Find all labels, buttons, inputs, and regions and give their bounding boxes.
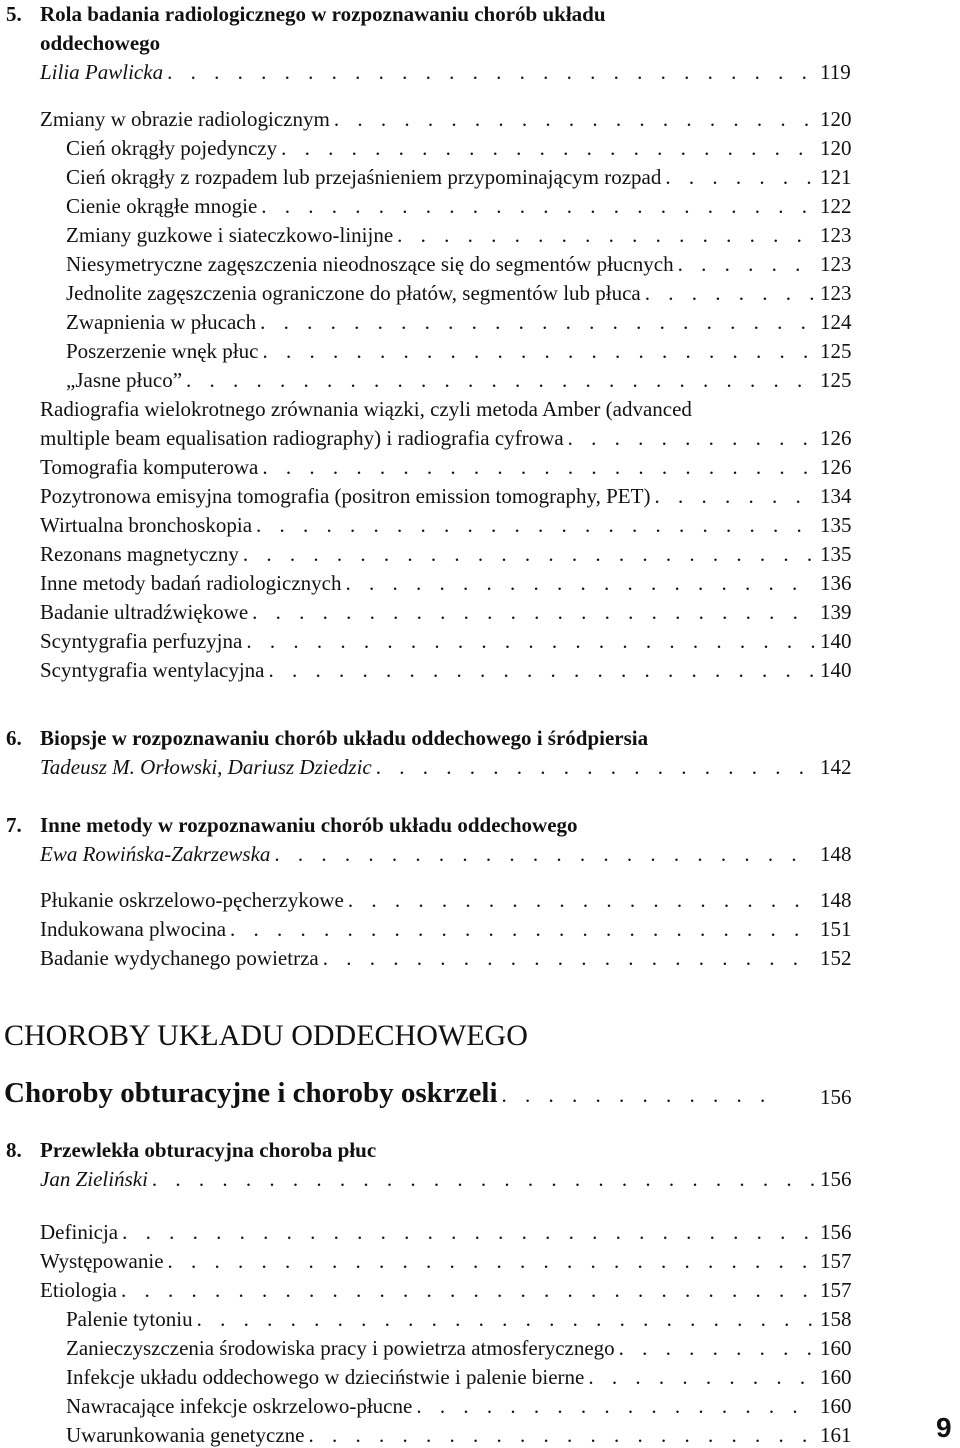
entry-text: Poszerzenie wnęk płuc xyxy=(66,339,259,363)
entry-text: Cień okrągły pojedynczy xyxy=(66,136,278,160)
page-ref: 121 xyxy=(820,165,852,189)
entry-text: Etiologia xyxy=(40,1278,117,1302)
dot-leader xyxy=(242,628,816,654)
entry-text: Radiografia wielokrotnego zrównania wiązki, czyli metoda Amber (advanced xyxy=(40,397,692,421)
dot-leader xyxy=(148,1166,816,1192)
entry-text: multiple beam equalisation radiography) i radiografia cyfrowa xyxy=(40,426,564,450)
page-ref: 152 xyxy=(820,946,852,970)
dot-leader xyxy=(372,754,816,780)
chapter-number: 6. xyxy=(6,726,22,750)
page-ref: 156 xyxy=(820,1220,852,1244)
page-ref: 119 xyxy=(820,60,851,84)
page-ref: 136 xyxy=(820,571,852,595)
chapter-title: Rola badania radiologicznego w rozpoznawaniu chorób układu xyxy=(40,2,606,26)
chapter-number: 5. xyxy=(6,2,22,26)
page-ref: 125 xyxy=(820,368,852,392)
dot-leader xyxy=(615,1335,816,1361)
page-ref: 125 xyxy=(820,339,852,363)
dot-leader xyxy=(584,1364,816,1390)
chapter-title: Biopsje w rozpoznawaniu chorób układu oddechowego i śródpiersia xyxy=(40,726,649,750)
dot-leader xyxy=(341,570,816,596)
dot-leader xyxy=(412,1393,816,1419)
dot-leader xyxy=(118,1219,816,1245)
section-entry[interactable] xyxy=(0,1077,960,1117)
entry-text: Zanieczyszczenia środowiska pracy i powietrza atmosferycznego xyxy=(66,1336,615,1360)
page-ref: 156 xyxy=(820,1167,852,1191)
entry-text: Cienie okrągłe mnogie xyxy=(66,194,258,218)
dot-leader xyxy=(193,1306,816,1332)
chapter-number: 8. xyxy=(6,1138,22,1162)
dot-leader xyxy=(182,367,816,393)
entry-text: Rezonans magnetyczny xyxy=(40,542,239,566)
dot-leader xyxy=(248,599,816,625)
author-name: Tadeusz M. Orłowski, Dariusz Dziedzic xyxy=(40,755,372,779)
page-ref: 126 xyxy=(820,426,852,450)
dot-leader xyxy=(256,309,816,335)
dot-leader xyxy=(330,106,816,132)
dot-leader xyxy=(265,657,817,683)
entry-text: Badanie ultradźwiękowe xyxy=(40,600,249,624)
chapter-title: Przewlekła obturacyjna choroba płuc xyxy=(40,1138,377,1162)
page-ref: 123 xyxy=(820,252,852,276)
page-ref: 123 xyxy=(820,223,852,247)
page-ref: 160 xyxy=(820,1394,852,1418)
dot-leader xyxy=(344,887,816,913)
section-title: Choroby obturacyjne i choroby oskrzeli xyxy=(4,1077,498,1109)
dot-leader xyxy=(163,59,816,85)
page-ref: 123 xyxy=(820,281,852,305)
entry-text: Jednolite zagęszczenia ograniczone do płatów, segmentów lub płuca xyxy=(66,281,641,305)
entry-text: Zmiany w obrazie radiologicznym xyxy=(40,107,330,131)
part-title: CHOROBY UKŁADU ODDECHOWEGO xyxy=(4,1019,528,1052)
chapter-title-continued: oddechowego xyxy=(40,31,161,55)
author-name: Ewa Rowińska-Zakrzewska xyxy=(40,842,271,866)
entry-text: „Jasne płuco” xyxy=(66,368,183,392)
entry-text: Scyntygrafia perfuzyjna xyxy=(40,629,243,653)
entry-text: Występowanie xyxy=(40,1249,164,1273)
page-ref: 157 xyxy=(820,1249,852,1273)
page-ref: 148 xyxy=(820,842,852,866)
page-ref: 148 xyxy=(820,888,852,912)
entry-text: Uwarunkowania genetyczne xyxy=(66,1423,305,1447)
entry-text: Infekcje układu oddechowego w dzieciństwie i palenie bierne xyxy=(66,1365,585,1389)
page-ref: 140 xyxy=(820,629,852,653)
dot-leader xyxy=(674,251,816,277)
entry-text: Definicja xyxy=(40,1220,119,1244)
page-ref: 160 xyxy=(820,1365,852,1389)
page-ref: 135 xyxy=(820,513,852,537)
entry-text: Scyntygrafia wentylacyjna xyxy=(40,658,265,682)
entry-text: Płukanie oskrzelowo-pęcherzykowe xyxy=(40,888,344,912)
author-name: Lilia Pawlicka xyxy=(40,60,164,84)
entry-text: Inne metody badań radiologicznych xyxy=(40,571,342,595)
entry-text: Pozytronowa emisyjna tomografia (positron emission tomography, PET) xyxy=(40,484,651,508)
page-ref: 140 xyxy=(820,658,852,682)
page-ref: 120 xyxy=(820,136,852,160)
dot-leader xyxy=(258,454,816,480)
page-ref: 122 xyxy=(820,194,852,218)
dot-leader xyxy=(650,483,816,509)
page-ref: 157 xyxy=(820,1278,852,1302)
page-ref: 135 xyxy=(820,542,852,566)
chapter-number: 7. xyxy=(6,813,22,837)
dot-leader xyxy=(641,280,816,306)
chapter-title: Inne metody w rozpoznawaniu chorób układu oddechowego xyxy=(40,813,578,837)
page-ref: 161 xyxy=(820,1423,852,1447)
page-ref: 124 xyxy=(820,310,852,334)
entry-text: Palenie tytoniu xyxy=(66,1307,193,1331)
dot-leader xyxy=(304,1422,816,1448)
page-ref: 134 xyxy=(820,484,852,508)
dot-leader xyxy=(319,945,816,971)
dot-leader xyxy=(257,193,816,219)
entry-text: Indukowana plwocina xyxy=(40,917,227,941)
entry-text: Nawracające infekcje oskrzelowo-płucne xyxy=(66,1394,413,1418)
entry-text: Badanie wydychanego powietrza xyxy=(40,946,319,970)
author-name: Jan Zieliński xyxy=(40,1167,148,1191)
dot-leader xyxy=(239,541,816,567)
page-ref: 160 xyxy=(820,1336,852,1360)
dot-leader xyxy=(277,135,816,161)
page-ref: 151 xyxy=(820,917,852,941)
dot-leader xyxy=(393,222,816,248)
page-ref: 126 xyxy=(820,455,852,479)
dot-leader xyxy=(117,1277,816,1303)
dot-leader xyxy=(270,841,816,867)
entry-text: Zwapnienia w płucach xyxy=(66,310,257,334)
dot-leader xyxy=(661,164,816,190)
dot-leader xyxy=(226,916,816,942)
entry-text: Cień okrągły z rozpadem lub przejaśnieniem przypominającym rozpad xyxy=(66,165,662,189)
page-number: 9 xyxy=(936,1412,952,1443)
dot-leader xyxy=(258,338,816,364)
entry-text: Zmiany guzkowe i siateczkowo-linijne xyxy=(66,223,394,247)
dot-leader xyxy=(498,1083,780,1108)
dot-leader xyxy=(564,425,816,451)
entry-text: Niesymetryczne zagęszczenia nieodnoszące się do segmentów płucnych xyxy=(66,252,674,276)
page-ref: 142 xyxy=(820,755,852,779)
page-ref: 139 xyxy=(820,600,852,624)
page-ref: 120 xyxy=(820,107,852,131)
entry-text: Tomografia komputerowa xyxy=(40,455,259,479)
page-ref: 158 xyxy=(820,1307,852,1331)
dot-leader xyxy=(164,1248,816,1274)
entry-text: Wirtualna bronchoskopia xyxy=(40,513,253,537)
dot-leader xyxy=(252,512,816,538)
page-ref: 156 xyxy=(820,1085,852,1109)
